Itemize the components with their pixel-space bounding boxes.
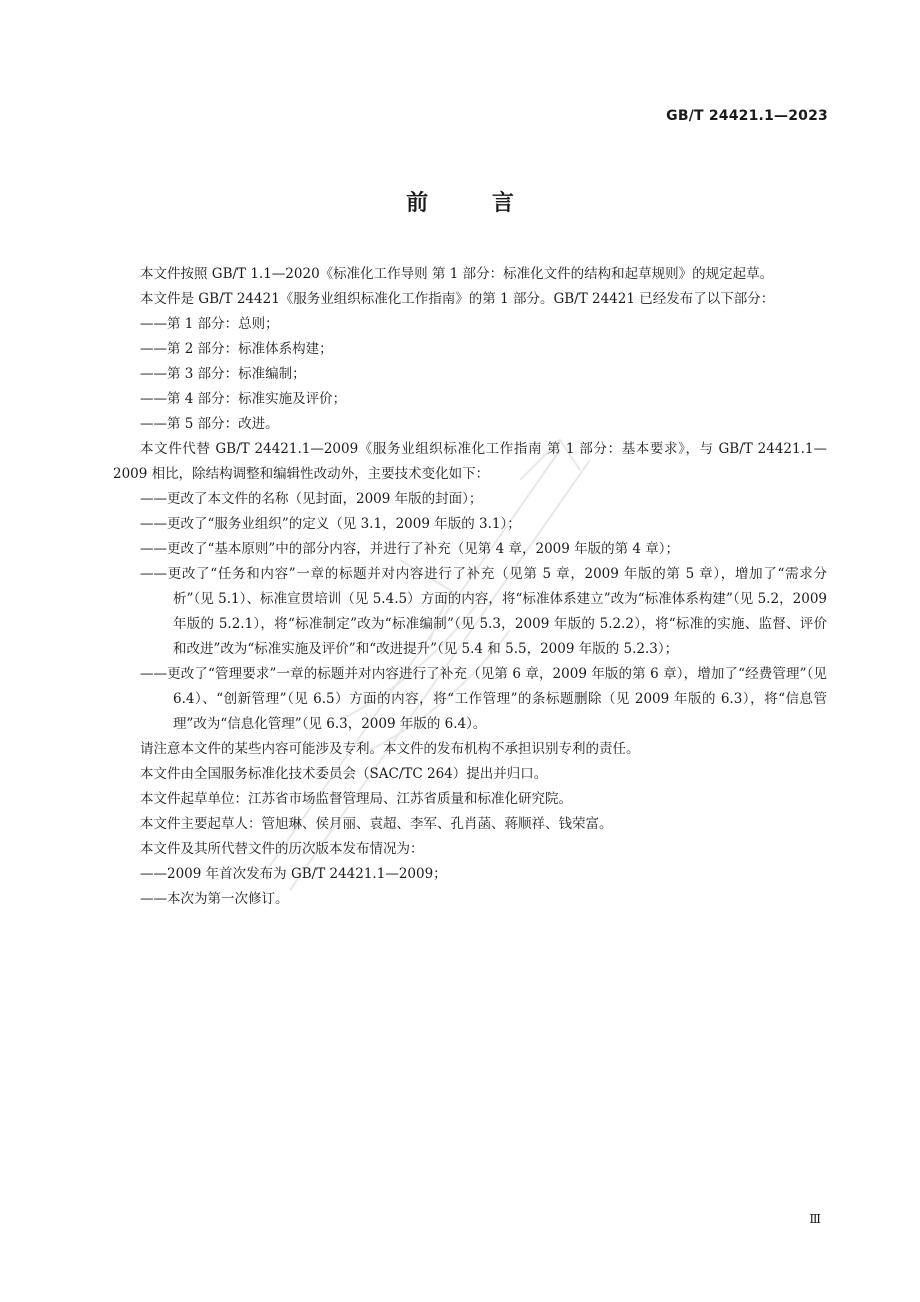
list-item-part: ——第 2 部分：标准体系构建； bbox=[140, 341, 333, 357]
list-item-part: ——第 4 部分：标准实施及评价； bbox=[140, 391, 347, 407]
list-item-history: ——本次为第一次修订。 bbox=[140, 891, 289, 907]
list-item-part: ——第 3 部分：标准编制； bbox=[140, 366, 306, 382]
list-item-change: ——更改了“服务业组织”的定义（见 3.1，2009 年版的 3.1）； bbox=[140, 516, 521, 532]
page-title: 前 言 bbox=[406, 191, 542, 216]
paragraph-drafting-units: 本文件起草单位：江苏省市场监督管理局、江苏省质量和标准化研究院。 bbox=[140, 791, 572, 807]
page-number: Ⅲ bbox=[809, 1212, 821, 1226]
paragraph-proposer: 本文件由全国服务标准化技术委员会（SAC/TC 264）提出并归口。 bbox=[140, 766, 548, 782]
paragraph-patent-notice: 请注意本文件的某些内容可能涉及专利。本文件的发布机构不承担识别专利的责任。 bbox=[140, 741, 640, 757]
paragraph-drafters: 本文件主要起草人：管旭琳、侯月丽、袁超、李军、孔肖菡、蒋顺祥、钱荣富。 bbox=[140, 816, 613, 832]
list-item-change: ——更改了本文件的名称（见封面，2009 年版的封面）； bbox=[140, 491, 483, 507]
list-item-change: ——更改了“管理要求”一章的标题并对内容进行了补充（见第 6 章，2009 年版的第 6 章），增加了“经费管理”（见 6.4）、“创新管理”（见 6.5）方面的内容，将“工作管理”的条标题删除（见 2009 年版的 6.3），将“信息管理”改为“信息化管理”（见 6.3，2009 年版的 6.4）。 bbox=[140, 666, 827, 732]
paragraph-series-intro: 本文件是 GB/T 24421《服务业组织标准化工作指南》的第 1 部分。GB/T 24421 已经发布了以下部分： bbox=[140, 291, 775, 307]
standard-code: GB/T 24421.1—2023 bbox=[666, 108, 828, 124]
paragraph-history-intro: 本文件及其所代替文件的历次版本发布情况为： bbox=[140, 841, 424, 857]
list-item-history: ——2009 年首次发布为 GB/T 24421.1—2009； bbox=[140, 866, 447, 882]
list-item-part: ——第 1 部分：总则； bbox=[140, 316, 279, 332]
paragraph-replacement: 本文件代替 GB/T 24421.1—2009《服务业组织标准化工作指南 第 1 部分：基本要求》，与 GB/T 24421.1—2009 相比，除结构调整和编辑性改动外，主要技术变化如下： bbox=[113, 441, 827, 482]
foreword-body bbox=[113, 262, 827, 912]
paragraph-drafting-rules: 本文件按照 GB/T 1.1—2020《标准化工作导则 第 1 部分：标准化文件的结构和起草规则》的规定起草。 bbox=[140, 266, 774, 282]
list-item-part: ——第 5 部分：改进。 bbox=[140, 416, 279, 432]
list-item-change: ——更改了“基本原则”中的部分内容，并进行了补充（见第 4 章，2009 年版的第 4 章）； bbox=[140, 541, 680, 557]
list-item-change: ——更改了“任务和内容”一章的标题并对内容进行了补充（见第 5 章，2009 年版的第 5 章），增加了“需求分析”（见 5.1）、标准宣贯培训（见 5.4.5）方面的内容，将“标准体系建立”改为“标准体系构建”（见 5.2，2009 年版的 5.2.1），将“标准制定”改为“标准编制”（见 5.3，2009 年版的 5.2.2），将“标准的实施、监督、评价和改进”改为“标准实施及评价”和“改进提升”（见 5.4 和 5.5，2009 年版的 5.2.3）； bbox=[140, 566, 827, 657]
